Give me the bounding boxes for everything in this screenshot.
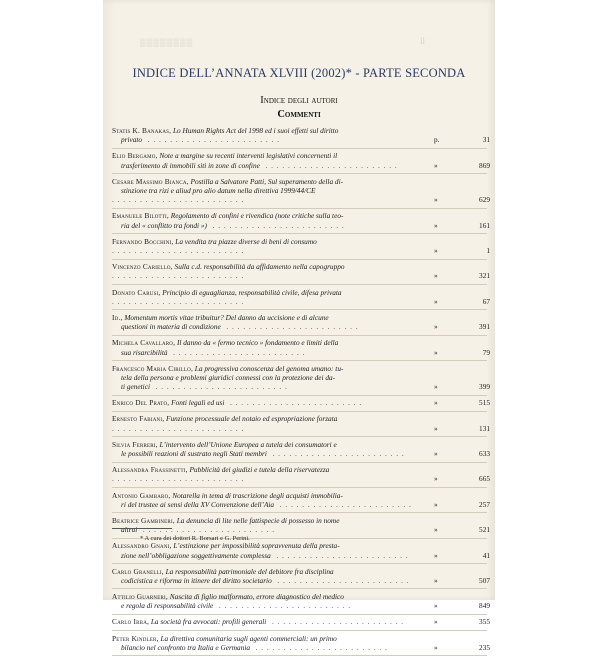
entry-title-continuation: stinzione tra rizi e aliud pro alio datum nella direttiva 1999/44/CE: [121, 186, 316, 196]
bleed-through-number: ll: [420, 36, 426, 46]
page-value: 235: [479, 642, 490, 652]
dot-leader: ........................: [224, 398, 366, 408]
index-entry: [112, 262, 490, 281]
entry-title: Nascita di figlio malformato, errore diagnostico del medico: [169, 592, 344, 602]
ditto-mark: »: [434, 195, 438, 205]
entry-title: La responsabilità patrimoniale del debitore fra disciplina: [165, 566, 334, 576]
page-value: 131: [479, 423, 490, 433]
dot-leader: ........................: [250, 642, 391, 652]
page-title: INDICE DELL’ANNATA XLVIII (2002)* - PARTE SECONDA: [132, 66, 466, 80]
index-entry: [112, 439, 490, 459]
entry-title-continuation: tela della persona e problemi giuridici connessi con la protezione dei da-: [121, 372, 336, 382]
bleed-through-text: ▒▒▒▒▒▒▒▒: [140, 38, 194, 47]
entry-title: Sulla c.d. responsabilità da affidamento nella capogruppo: [174, 262, 345, 272]
entry-page-number: [434, 424, 490, 433]
page-value: 355: [479, 617, 490, 627]
entry-title: L’intervento dell’Unione Europea a tutela dei consumatori e: [159, 439, 337, 449]
page-value: 391: [479, 322, 490, 332]
entry-page-number: [434, 246, 490, 255]
page-value: 41: [482, 550, 490, 560]
entry-title-continuation: privato: [121, 135, 143, 145]
entry-page-number: [434, 398, 490, 407]
index-entry: [112, 414, 490, 433]
entry-title-continuation: sua risarcibilità: [121, 347, 168, 357]
dot-leader: ........................: [112, 246, 247, 256]
entry-page-number: [434, 195, 490, 204]
entry-title-continuation: zione nell’obbligazione soggettivamente complessa: [121, 550, 271, 560]
entry-author: Donato Carusi,: [112, 287, 161, 297]
entry-page-number: [434, 271, 490, 280]
entry-page-number: [434, 449, 490, 458]
entry-separator: [112, 173, 487, 174]
entry-separator: [112, 411, 487, 412]
index-entry: [112, 287, 490, 307]
index-entry: [112, 566, 490, 586]
entry-author: Alessandro Gnani,: [112, 541, 172, 551]
ditto-mark: »: [434, 382, 438, 392]
dot-leader: ........................: [266, 617, 407, 627]
entry-title-continuation: bilancio nel confronto tra Italia e Germania: [121, 642, 251, 652]
section-title: Commenti: [277, 109, 321, 120]
page-value: 665: [479, 474, 490, 484]
ditto-mark: »: [434, 550, 438, 560]
dot-leader: ........................: [112, 296, 247, 306]
dot-leader: ........................: [149, 382, 291, 392]
index-entry: [112, 126, 490, 145]
entry-author: Attilio Guarneri,: [112, 592, 168, 602]
entry-page-number: [434, 474, 490, 483]
entry-title: Momentum mortis vitae tribuitur? Del danno da uccisione e di alcune: [124, 312, 329, 322]
entry-separator: [112, 233, 487, 234]
entry-author: Silvia Ferreri,: [112, 439, 158, 449]
entry-title-continuation: le possibili reazioni di sustrato negli Stati membri: [121, 449, 267, 459]
entry-page-number: [434, 617, 490, 626]
entry-title: Regolamento di confini e rivendica (note critiche sulla teo-: [170, 211, 344, 221]
entry-title-continuation: ria del « conflitto tra fondi »): [121, 220, 207, 230]
page-prefix: p.: [434, 135, 440, 145]
page-value: 515: [479, 398, 490, 408]
entry-separator: [112, 588, 487, 589]
index-subtitle: Indice degli autori: [260, 95, 338, 106]
ditto-mark: »: [434, 499, 438, 509]
entry-title-continuation: trasferimento di immobili siti in zone di confine: [121, 160, 260, 170]
entry-title: La denuncia di lite nelle fattispecie di possesso in nome: [176, 515, 340, 525]
index-entry: [112, 151, 490, 170]
index-entry: [112, 633, 490, 653]
index-entry: [112, 515, 490, 535]
entry-separator: [112, 208, 487, 209]
entry-separator: [112, 259, 487, 260]
page-value: 849: [479, 601, 490, 611]
entry-author: Cesare Massimo Bianca,: [112, 176, 189, 186]
entry-separator: [112, 436, 487, 437]
entry-separator: [112, 148, 487, 149]
ditto-mark: »: [434, 474, 438, 484]
index-entry: [112, 541, 490, 560]
entry-author: Emanuele Bilotti,: [112, 211, 169, 221]
entry-title: Lo Human Rights Act del 1998 ed i suoi effetti sul diritto: [172, 126, 339, 135]
entry-author: Id.,: [112, 312, 123, 322]
entry-author: Carlo Ibba,: [112, 617, 150, 627]
entry-separator: [112, 630, 487, 631]
entry-separator: [112, 487, 487, 488]
entry-title: L’estinzione per impossibilità sopravvenuta della presta-: [173, 541, 340, 551]
index-entry: [112, 490, 490, 510]
entry-page-number: [434, 500, 490, 509]
entry-title-continuation: questioni in materia di condizione: [121, 322, 221, 332]
ditto-mark: »: [434, 575, 438, 585]
entry-title-continuation: altrui: [121, 525, 138, 535]
entry-author: Statis K. Banakas,: [112, 126, 172, 135]
dot-leader: ........................: [274, 499, 415, 509]
dot-leader: ........................: [220, 322, 362, 332]
ditto-mark: »: [434, 220, 438, 230]
ditto-mark: »: [434, 322, 438, 332]
ditto-mark: »: [434, 525, 438, 535]
entry-author: Carlo Granelli,: [112, 566, 164, 576]
page-value: 1: [486, 246, 490, 256]
entry-page-number: [434, 551, 490, 560]
entry-title: Fonti legali ed usi: [171, 398, 225, 408]
entry-separator: [112, 309, 487, 310]
entry-author: Antonio Gambaro,: [112, 490, 171, 500]
page-value: 869: [479, 160, 490, 170]
entry-title: Postilla a Salvatore Patti, Sul superamento della di-: [190, 176, 344, 186]
entry-author: Francesco Maria Cirillo,: [112, 363, 193, 373]
entry-title: Il danno da « fermo tecnico » fondamento e limiti della: [176, 338, 339, 348]
dot-leader: ........................: [112, 423, 247, 433]
ditto-mark: »: [434, 398, 438, 408]
page-value: 67: [482, 296, 490, 306]
footnote-rule: [112, 528, 172, 529]
entry-page-number: [434, 221, 490, 230]
entry-separator: [112, 335, 487, 336]
entry-title: La vendita tra piazze diverse di beni di consumo: [175, 236, 317, 246]
entry-title-continuation: codicistica e riforma in itinere del diritto societario: [121, 575, 272, 585]
entry-page-number: [434, 297, 490, 306]
dot-leader: ........................: [270, 550, 412, 560]
entry-page-number: [434, 348, 490, 357]
page-value: 161: [479, 220, 490, 230]
entry-title: La società fra avvocati: profili generali: [150, 617, 267, 627]
page-value: 399: [479, 382, 490, 392]
entry-separator: [112, 512, 487, 513]
entry-page-number: [434, 322, 490, 331]
dot-leader: ........................: [142, 135, 283, 145]
entry-page-number: [434, 161, 490, 170]
index-entry: [112, 236, 490, 256]
index-entry: [112, 465, 490, 484]
page-value: 321: [479, 271, 490, 281]
entry-author: Michela Cavallaro,: [112, 338, 176, 348]
entry-list: [112, 126, 490, 659]
dot-leader: ........................: [112, 271, 247, 281]
page-value: 31: [482, 135, 490, 145]
ditto-mark: »: [434, 296, 438, 306]
entry-page-number: [434, 601, 490, 610]
page-value: 521: [479, 525, 490, 535]
index-entry: [112, 211, 490, 230]
entry-separator: [112, 563, 487, 564]
dot-leader: ........................: [206, 220, 348, 230]
page-value: 629: [479, 195, 490, 205]
dot-leader: ........................: [167, 347, 309, 357]
entry-page-number: [434, 643, 490, 652]
page-value: 507: [479, 575, 490, 585]
index-entry: [112, 617, 490, 627]
page-value: 79: [482, 347, 490, 357]
entry-author: Vincenzo Cariello,: [112, 262, 173, 272]
page-value: 633: [479, 449, 490, 459]
dot-leader: ........................: [112, 474, 247, 484]
dot-leader: ........................: [112, 195, 247, 205]
entry-title-continuation: ti genetici: [121, 382, 150, 392]
entry-separator: [112, 655, 487, 656]
entry-title-continuation: ri del trustee ai sensi della XV Convenzione dell’Aia: [121, 499, 275, 509]
dot-leader: ........................: [266, 449, 408, 459]
ditto-mark: »: [434, 617, 438, 627]
index-entry: [112, 398, 490, 408]
entry-separator: [112, 462, 487, 463]
entry-page-number: [434, 382, 490, 391]
ditto-mark: »: [434, 271, 438, 281]
footnote: * A cura dei dottori R. Borsari e G. Perini.: [140, 535, 250, 542]
entry-separator: [112, 614, 487, 615]
entry-author: Fernando Bocchini,: [112, 236, 174, 246]
entry-separator: [112, 360, 487, 361]
ditto-mark: »: [434, 423, 438, 433]
ditto-mark: »: [434, 449, 438, 459]
index-entry: [112, 312, 490, 332]
entry-title: La progressiva conoscenza del genoma umano: tu-: [194, 363, 344, 373]
dot-leader: ........................: [259, 160, 401, 170]
entry-page-number: [434, 135, 490, 144]
entry-title: Note a margine su recenti interventi legislativi concernenti il: [159, 151, 338, 161]
dot-leader: ........................: [271, 575, 413, 585]
entry-page-number: [434, 576, 490, 585]
entry-author: Peter Kindler,: [112, 633, 159, 643]
entry-title: Principio di eguaglianza, responsabilità civile, difesa privata: [162, 287, 342, 297]
ditto-mark: »: [434, 347, 438, 357]
entry-author: Enrico Del Prato,: [112, 398, 170, 408]
index-entry: [112, 363, 490, 392]
entry-author: Ernesto Fabiani,: [112, 414, 165, 424]
entry-separator: [112, 395, 487, 396]
ditto-mark: »: [434, 642, 438, 652]
dot-leader: ........................: [137, 525, 278, 535]
entry-title: Pubblicità dei giudizi e tutela della riservatezza: [189, 465, 330, 475]
entry-author: Beatrice Gambineri,: [112, 515, 175, 525]
index-entry: [112, 338, 490, 357]
ditto-mark: »: [434, 601, 438, 611]
entry-title-continuation: e regola di responsabilità civile: [121, 601, 214, 611]
entry-page-number: [434, 525, 490, 534]
dot-leader: ........................: [213, 601, 354, 611]
entry-title: Notarella in tema di trascrizione degli acquisti immobilia-: [172, 490, 343, 500]
index-entry: [112, 592, 490, 611]
entry-title: La direttiva comunitaria sugli agenti commerciali: un primo: [160, 633, 337, 643]
index-entry: [112, 176, 490, 205]
entry-author: Elio Bergamo,: [112, 151, 158, 161]
ditto-mark: »: [434, 160, 438, 170]
page-value: 257: [479, 499, 490, 509]
ditto-mark: »: [434, 246, 438, 256]
entry-title: Funzione processuale del notaio ed espropriazione forzata: [166, 414, 338, 424]
entry-separator: [112, 284, 487, 285]
entry-author: Alessandra Frassinetti,: [112, 465, 188, 475]
